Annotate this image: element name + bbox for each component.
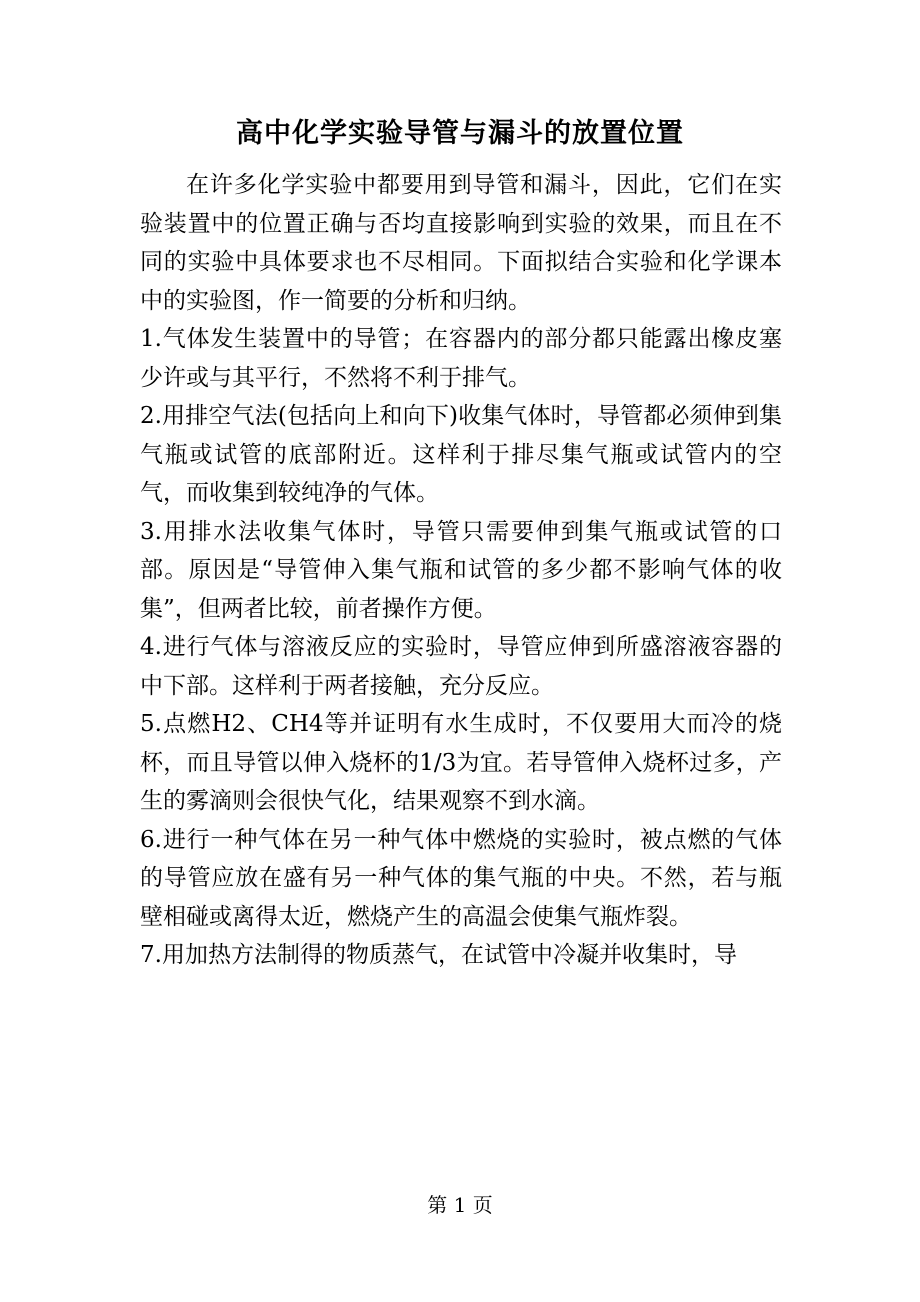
list-item: 3.用排水法收集气体时，导管只需要伸到集气瓶或试管的口部。原因是“导管伸入集气瓶和试管的多少都不影响气体的收集”，但两者比较，前者操作方便。	[140, 518, 782, 622]
intro-paragraph: 在许多化学实验中都要用到导管和漏斗，因此，它们在实验装置中的位置正确与否均直接影响到实验的效果，而且在不同的实验中具体要求也不尽相同。下面拟结合实验和化学课本中的实验图，作一简要的分析和归纳。	[140, 172, 782, 314]
document-body	[140, 166, 782, 975]
page-number: 第 1 页	[427, 1193, 493, 1217]
list-item: 1.气体发生装置中的导管；在容器内的部分都只能露出橡皮塞少许或与其平行，不然将不利于排气。	[140, 326, 782, 391]
list-item: 7.用加热方法制得的物质蒸气，在试管中冷凝并收集时，导	[140, 942, 737, 968]
list-item: 5.点燃H2、CH4等并证明有水生成时，不仅要用大而冷的烧杯，而且导管以伸入烧杯的1/3为宜。若导管伸入烧杯过多，产生的雾滴则会很快气化，结果观察不到水滴。	[140, 711, 782, 814]
page-title: 高中化学实验导管与漏斗的放置位置	[236, 118, 684, 149]
list-item: 6.进行一种气体在另一种气体中燃烧的实验时，被点燃的气体的导管应放在盛有另一种气体的集气瓶的中央。不然，若与瓶壁相碰或离得太近，燃烧产生的高温会使集气瓶炸裂。	[140, 826, 782, 930]
list-item: 2.用排空气法(包括向上和向下)收集气体时，导管都必须伸到集气瓶或试管的底部附近。这样利于排尽集气瓶或试管内的空气，而收集到较纯净的气体。	[140, 403, 782, 506]
list-item: 4.进行气体与溶液反应的实验时，导管应伸到所盛溶液容器的中下部。这样利于两者接触，充分反应。	[140, 634, 782, 699]
